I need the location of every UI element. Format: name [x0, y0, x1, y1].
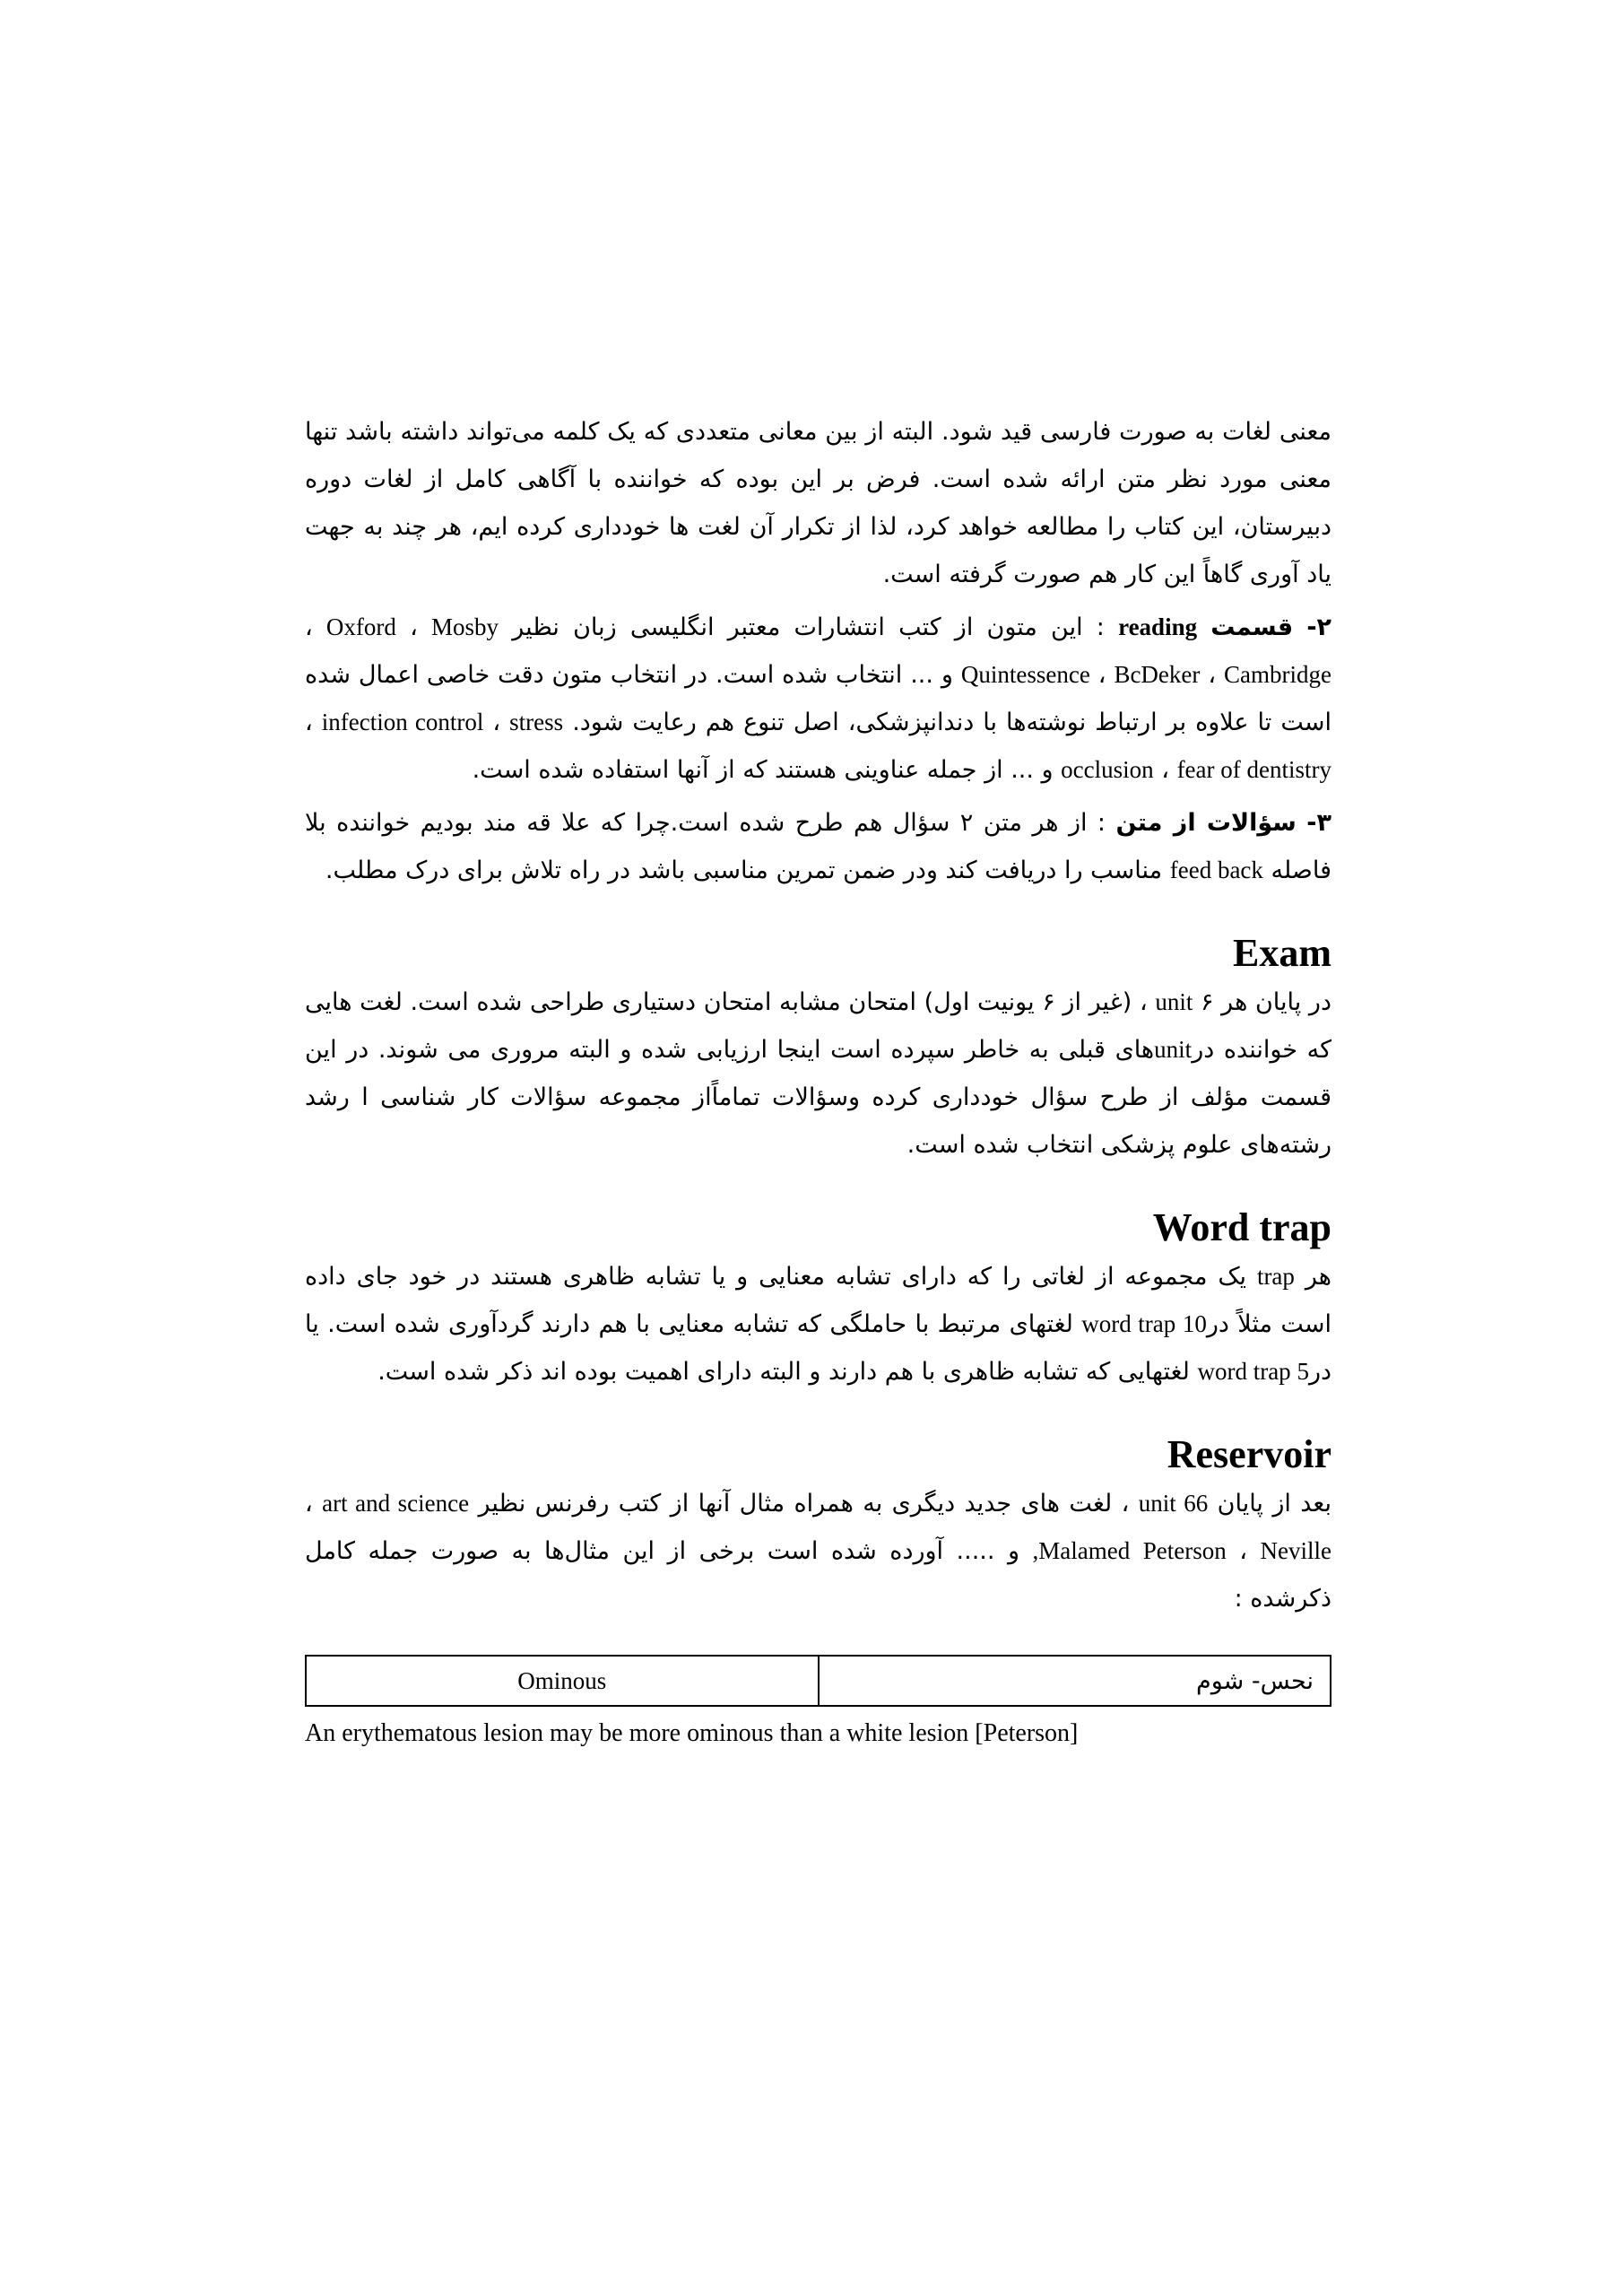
exam-heading: Exam: [1233, 931, 1331, 975]
word-trap-text-d: لغتهایی که تشابه ظاهری با هم دارند و البته دارای اهمیت بوده اند ذکر شده است.: [377, 1358, 1190, 1386]
intro-text: معنی لغات به صورت فارسی قید شود. البته از بین معانی متعددی که یک کلمه می‌تواند داشته باشد تنها معنی مورد نظر متن ارائه شده است. فرض بر این بوده که خواننده با آگاهی کامل از لغات دوره دبیرستان، این کتاب را مطالعه خواهد کرد، لذا از تکرار آن لغت ها خودداری کرده ایم، هر چند به جهت یاد آوری گاهاً این کار هم صورت گرفته است.: [305, 418, 1331, 588]
word-trap-text-b: یک مجموعه از لغاتی را که دارای تشابه معنایی و یا تشابه ظاهری هستند در خود جای داده است مثلاً در: [305, 1263, 1331, 1338]
word-trap-paragraph: [305, 1253, 1331, 1396]
separator: ،: [1239, 1537, 1247, 1565]
exam-text-a: در پایان هر ۶: [1201, 988, 1331, 1016]
questions-section-number: ۳-: [1306, 809, 1331, 837]
exam-unit-term: unit: [1155, 988, 1193, 1015]
reservoir-text-a: بعد از پایان: [1217, 1490, 1331, 1518]
reference-2: Neville: [1260, 1537, 1331, 1564]
separator: ،: [1161, 756, 1169, 784]
intro-paragraph: [305, 408, 1331, 598]
trap-ref-1: 10 word trap: [1081, 1310, 1207, 1337]
reservoir-text-b: ، لغت های جدید دیگری به همراه مثال آنها از کتب رفرنس نظیر: [478, 1490, 1130, 1518]
reading-section-number: ۲-: [1306, 613, 1332, 641]
questions-text-a: : از هر متن ۲ سؤال هم طرح شده است.چرا که علا قه مند بودیم خواننده بلا فاصله: [305, 809, 1331, 884]
questions-section-paragraph: [305, 799, 1331, 894]
word-trap-text-a: هر: [1305, 1263, 1331, 1291]
feedback-keyword: feed back: [1169, 857, 1263, 883]
reservoir-unit-ref: unit 66: [1138, 1490, 1209, 1517]
reading-section-paragraph: [305, 604, 1331, 794]
trap-ref-2: 5 word trap: [1197, 1358, 1309, 1385]
reservoir-text-c: و ..... آورده شده است برخی از این مثال‌ها به صورت جمله کامل ذکرشده :: [305, 1537, 1331, 1613]
page-content: [305, 408, 1331, 1752]
word-trap-heading: Word trap: [1152, 1205, 1331, 1249]
separator: ،: [305, 613, 313, 641]
separator: ،: [492, 709, 501, 736]
separator: ،: [1208, 661, 1217, 689]
separator: ،: [305, 709, 313, 736]
reference-4: Malamed,: [1032, 1537, 1131, 1564]
topic-4: occlusion: [1061, 756, 1154, 783]
reference-3: Peterson: [1142, 1537, 1227, 1564]
reservoir-heading: Reservoir: [1167, 1432, 1331, 1476]
reservoir-paragraph: [305, 1480, 1331, 1622]
reference-1: art and science: [322, 1490, 470, 1517]
separator: ،: [1097, 661, 1106, 689]
vocab-table: [305, 1655, 1331, 1707]
reading-text-b: و ... انتخاب شده است. در انتخاب متون دقت خاصی اعمال شده است تا علاوه بر ارتباط نوشته‌ها با دندانپزشکی، اصل تنوع هم رعایت شود.: [305, 661, 1331, 736]
reading-text-c: و ... از جمله عناوینی هستند که از آنها استفاده شده است.: [472, 756, 1054, 784]
questions-section-title: سؤالات از متن: [1115, 809, 1297, 837]
example-sentence: An erythematous lesion may be more ominous than a white lesion [Peterson]: [305, 1719, 1079, 1747]
questions-text-b: مناسب را دریافت کند ودر ضمن تمرین مناسبی باشد در راه تلاش برای درک مطلب.: [325, 857, 1163, 884]
reading-text-a: : این متون از کتب انتشارات معتبر انگلیسی زبان نظیر: [512, 613, 1105, 641]
reading-keyword: reading: [1118, 613, 1198, 640]
table-row: [306, 1656, 1331, 1706]
separator: ،: [305, 1490, 313, 1518]
topic-1: stress: [509, 709, 564, 735]
publisher-3: Cambridge: [1223, 661, 1331, 688]
vocab-english-cell: Ominous: [306, 1656, 819, 1706]
trap-term: trap: [1256, 1263, 1295, 1290]
publisher-1: Mosby: [430, 613, 499, 640]
publisher-5: Quintessence: [960, 661, 1090, 688]
vocab-persian-cell: نحس- شوم: [819, 1656, 1331, 1706]
publisher-2: Oxford: [325, 613, 396, 640]
publisher-4: BcDeker: [1114, 661, 1201, 688]
topic-2: infection control: [321, 709, 484, 735]
exam-paragraph: [305, 978, 1331, 1169]
topic-3: fear of dentistry: [1176, 756, 1331, 783]
exam-unit-term-2: unit: [1154, 1036, 1193, 1063]
exam-text-c: های قبلی به خاطر سپرده است اینجا ارزیابی شده و البته مروری می شوند. در این قسمت مؤلف از طرح سؤال خودداری کرده وسؤالات تماماًاز مجموعه سؤالات کار شناسی ا رشد رشته‌های علوم پزشکی انتخاب شده است.: [305, 1036, 1331, 1159]
reading-section-title: قسمت: [1210, 613, 1294, 641]
word-trap-text-c: لغتهای مرتبط با حاملگی که تشابه معنایی با هم دارند گردآوری شده است. یا در: [305, 1310, 1331, 1386]
separator: ،: [410, 613, 418, 641]
exam-text-b: ، (غیر از ۶ یونیت اول) امتحان مشابه امتحان دستیاری طراحی شده است. لغت هایی که خواننده در: [305, 988, 1331, 1064]
